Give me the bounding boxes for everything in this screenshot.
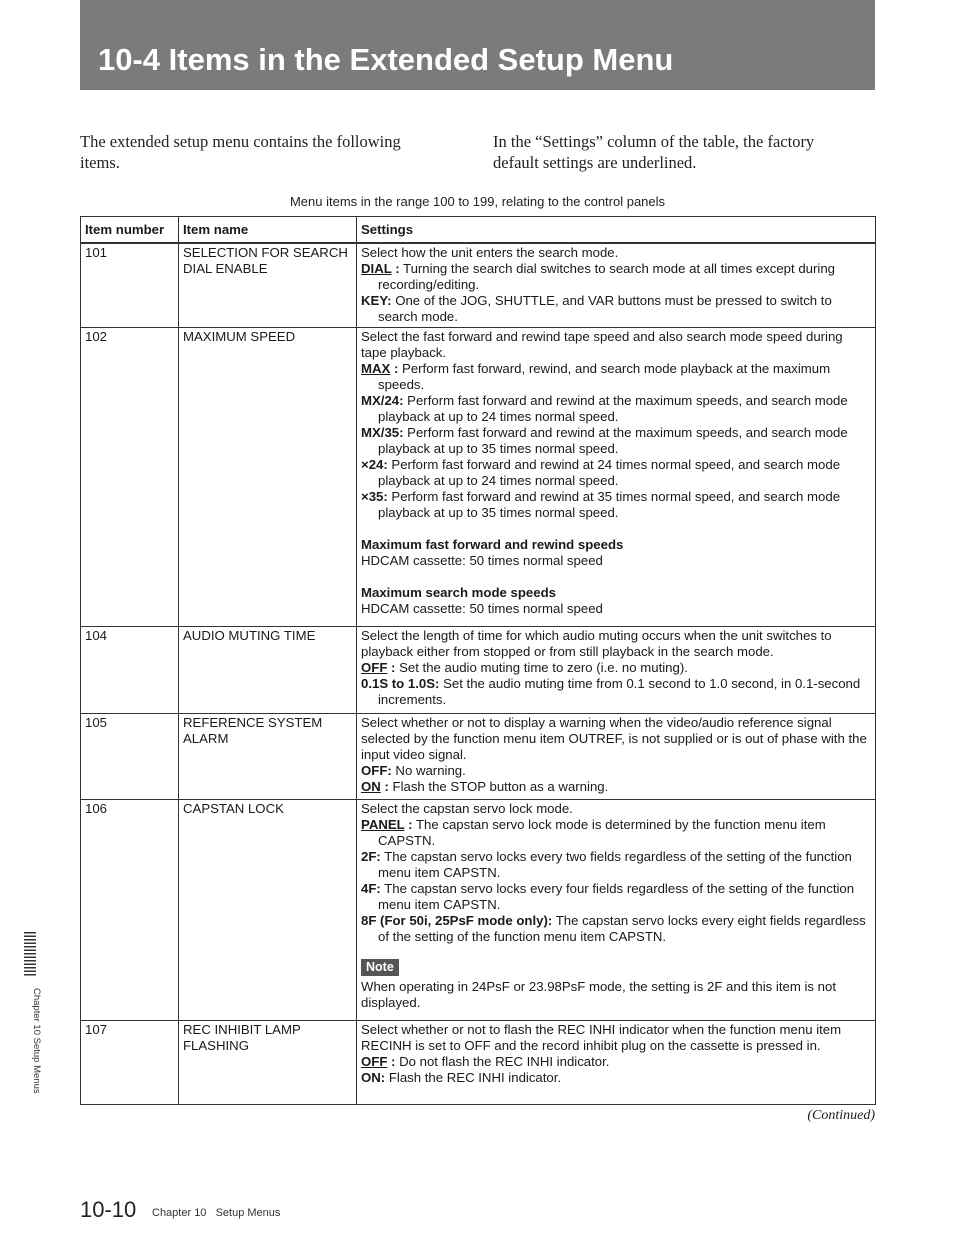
item-number-cell: 102 (81, 328, 179, 627)
option-text: Do not flash the REC INHI indicator. (395, 1054, 610, 1069)
option-text: The capstan servo lock mode is determined by the function menu item CAPSTN. (378, 817, 826, 848)
table-row (81, 243, 876, 328)
option-text: Perform fast forward and rewind at the maximum speeds, and search mode playback at up to 35 times normal speed. (378, 425, 848, 456)
option-key: ON: (361, 1070, 386, 1085)
option-text: The capstan servo locks every eight fields regardless of the setting of the function menu item CAPSTN. (378, 913, 866, 944)
option-text: Flash the STOP button as a warning. (388, 779, 609, 794)
table-row (81, 328, 876, 627)
item-name-cell: CAPSTAN LOCK (179, 800, 357, 1021)
intro-right-paragraph: In the “Settings” column of the table, the factory default settings are underlined. (493, 132, 815, 172)
setting-option (361, 849, 871, 881)
item-number-cell: 104 (81, 627, 179, 714)
option-text: Flash the REC INHI indicator. (385, 1070, 562, 1085)
option-key: DIAL (361, 261, 392, 276)
settings-table (80, 216, 876, 1105)
table-row (81, 714, 876, 800)
option-text: Turning the search dial switches to search mode at all times except during recording/editing. (378, 261, 835, 292)
settings-cell (357, 328, 876, 627)
item-name-cell: REFERENCE SYSTEM ALARM (179, 714, 357, 800)
settings-cell (357, 627, 876, 714)
intro-left-paragraph: The extended setup menu contains the following items. (80, 132, 401, 172)
setting-option (361, 1070, 871, 1086)
setting-option (361, 660, 871, 676)
note-label: Note (361, 959, 399, 976)
setting-option (361, 1054, 871, 1070)
settings-cell (357, 243, 876, 328)
option-text: Set the audio muting time from 0.1 second to 1.0 second, in 0.1-second increments. (378, 676, 861, 707)
setting-option (361, 361, 871, 393)
option-key: PANEL (361, 817, 405, 832)
setting-description: Select whether or not to flash the REC INHI indicator when the function menu item RECINH is set to OFF and the record inhibit plug on the cassette is pressed in. (361, 1022, 842, 1053)
setting-option (361, 261, 871, 293)
option-key: 8F (For 50i, 25PsF mode only): (361, 913, 553, 928)
footer-chapter-label: Chapter 10 Setup Menus (152, 1207, 281, 1219)
chapter-thumb-tab (24, 932, 36, 976)
option-key: ×35: (361, 489, 388, 504)
title-bar (80, 0, 875, 90)
option-text: Set the audio muting time to zero (i.e. no muting). (395, 660, 688, 675)
option-text: One of the JOG, SHUTTLE, and VAR buttons must be pressed to switch to search mode. (378, 293, 832, 324)
item-name-cell: REC INHIBIT LAMP FLASHING (179, 1021, 357, 1105)
option-separator: : (390, 361, 399, 376)
setting-option (361, 817, 871, 849)
option-key: ×24: (361, 457, 388, 472)
header-settings: Settings (357, 217, 876, 244)
option-text: The capstan servo locks every four fields regardless of the setting of the function menu item CAPSTN. (378, 881, 855, 912)
option-text: Perform fast forward and rewind at the maximum speeds, and search mode playback at up to 24 times normal speed. (378, 393, 848, 424)
table-row (81, 627, 876, 714)
item-number-cell: 101 (81, 243, 179, 328)
option-key: KEY: (361, 293, 392, 308)
setting-option (361, 425, 871, 457)
option-separator: : (387, 660, 396, 675)
item-name-cell: MAXIMUM SPEED (179, 328, 357, 627)
option-separator: : (404, 817, 413, 832)
setting-description: Select the capstan servo lock mode. (361, 801, 573, 816)
option-separator: : (380, 779, 389, 794)
option-text: The capstan servo locks every two fields regardless of the setting of the function menu item CAPSTN. (378, 849, 852, 880)
setting-description: Select whether or not to display a warning when the video/audio reference signal selected by the function menu item OUTREF, is not supplied or is out of phase with the input video signal. (361, 715, 867, 762)
setting-option (361, 293, 871, 325)
page-title: 10-4 Items in the Extended Setup Menu (98, 42, 674, 77)
settings-cell (357, 714, 876, 800)
settings-cell (357, 1021, 876, 1105)
subsection-heading: Maximum fast forward and rewind speeds (361, 537, 624, 552)
header-item-number: Item number (81, 217, 179, 244)
subsection-text: HDCAM cassette: 50 times normal speed (361, 601, 603, 616)
option-key: OFF (361, 660, 388, 675)
option-key: MX/24: (361, 393, 404, 408)
option-key: 4F: (361, 881, 381, 896)
option-key: 0.1S to 1.0S: (361, 676, 440, 691)
table-header-row (81, 217, 876, 244)
item-number-cell: 105 (81, 714, 179, 800)
setting-description: Select the length of time for which audio muting occurs when the unit switches to playback either from stopped or from still playback in the search mode. (361, 628, 832, 659)
sidebar-chapter-label: Chapter 10 Setup Menus (31, 988, 42, 1094)
continued-label: (Continued) (807, 1108, 875, 1123)
setting-option (361, 457, 871, 489)
option-text: Perform fast forward and rewind at 24 times normal speed, and search mode playback at up to 24 times normal speed. (378, 457, 841, 488)
option-key: ON (361, 779, 381, 794)
header-item-name: Item name (179, 217, 357, 244)
item-number-cell: 107 (81, 1021, 179, 1105)
option-separator: : (391, 261, 400, 276)
table-caption: Menu items in the range 100 to 199, relating to the control panels (289, 194, 666, 209)
setting-option (361, 676, 871, 708)
setting-description: Select the fast forward and rewind tape speed and also search mode speed during tape playback. (361, 329, 843, 360)
subsection-heading: Maximum search mode speeds (361, 585, 556, 600)
option-text: Perform fast forward and rewind at 35 times normal speed, and search mode playback at up to 35 times normal speed. (378, 489, 841, 520)
setting-option (361, 913, 871, 945)
subsection-text: HDCAM cassette: 50 times normal speed (361, 553, 603, 568)
option-key: 2F: (361, 849, 381, 864)
note-text: When operating in 24PsF or 23.98PsF mode, the setting is 2F and this item is not displayed. (361, 979, 836, 1010)
note-block (361, 959, 871, 1011)
item-name-cell: AUDIO MUTING TIME (179, 627, 357, 714)
table-row (81, 1021, 876, 1105)
settings-cell (357, 800, 876, 1021)
setting-option (361, 881, 871, 913)
page-number: 10-10 (80, 1197, 137, 1222)
option-separator: : (387, 1054, 396, 1069)
option-text: Perform fast forward, rewind, and search mode playback at the maximum speeds. (378, 361, 831, 392)
option-key: MAX (361, 361, 391, 376)
option-key: MX/35: (361, 425, 404, 440)
setting-option (361, 393, 871, 425)
setting-option (361, 489, 871, 521)
setting-option (361, 779, 871, 795)
setting-description: Select how the unit enters the search mode. (361, 245, 619, 260)
table-row (81, 800, 876, 1021)
option-key: OFF: (361, 763, 392, 778)
item-name-cell: SELECTION FOR SEARCH DIAL ENABLE (179, 243, 357, 328)
option-text: No warning. (391, 763, 466, 778)
item-number-cell: 106 (81, 800, 179, 1021)
setting-option (361, 763, 871, 779)
option-key: OFF (361, 1054, 388, 1069)
